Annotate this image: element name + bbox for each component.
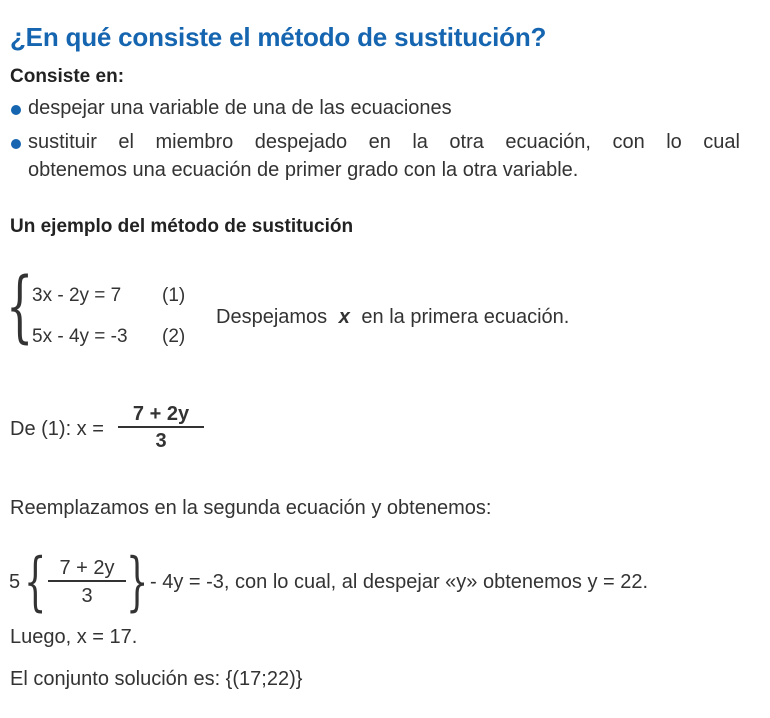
equation-1: 3x - 2y = 7: [32, 285, 122, 306]
consiste-label: Consiste en:: [10, 66, 125, 87]
step3-fraction: [48, 556, 126, 610]
bullet-item-2-cont: obtenemos una ecuación de primer grado con la otra variable.: [28, 159, 579, 181]
step3-coef: 5: [9, 571, 21, 593]
bullet-dot-1: [11, 105, 21, 115]
system-note-before: Despejamos: [216, 306, 328, 328]
step3-right-brace: }: [126, 545, 149, 619]
step3-denominator: 3: [81, 584, 93, 607]
bullet-dot-2: [11, 139, 21, 149]
bullet-item-2: sustituir el miembro despejado en la otra ecuación, con lo cual: [28, 131, 740, 153]
system-note: [216, 306, 569, 329]
step1-denominator: 3: [155, 429, 167, 452]
equation-2: 5x - 4y = -3: [32, 326, 128, 347]
step3-rest: - 4y = -3, con lo cual, al despejar «y» obtenemos y = 22.: [150, 571, 649, 593]
example-heading: Un ejemplo del método de sustitución: [10, 216, 354, 237]
luego-text: Luego, x = 17.: [10, 626, 138, 648]
step1-prefix: De (1): x =: [10, 418, 104, 440]
system-note-var: x: [338, 306, 350, 328]
step3-left-brace: {: [24, 545, 47, 619]
step2-text: Reemplazamos en la segunda ecuación y obtenemos:: [10, 497, 492, 519]
step1-fraction: [118, 402, 204, 454]
system-brace: {: [6, 262, 34, 352]
step3-numerator: 7 + 2y: [59, 557, 115, 579]
equation-1-tag: (1): [162, 285, 186, 306]
solution-text: El conjunto solución es: {(17;22)}: [10, 668, 303, 690]
system-note-after: en la primera ecuación.: [361, 306, 570, 328]
step1-numerator: 7 + 2y: [132, 403, 190, 425]
page-title: ¿En qué consiste el método de sustitución?: [10, 22, 547, 52]
bullet-item-1: despejar una variable de una de las ecuaciones: [28, 97, 452, 119]
equation-2-tag: (2): [162, 326, 186, 347]
